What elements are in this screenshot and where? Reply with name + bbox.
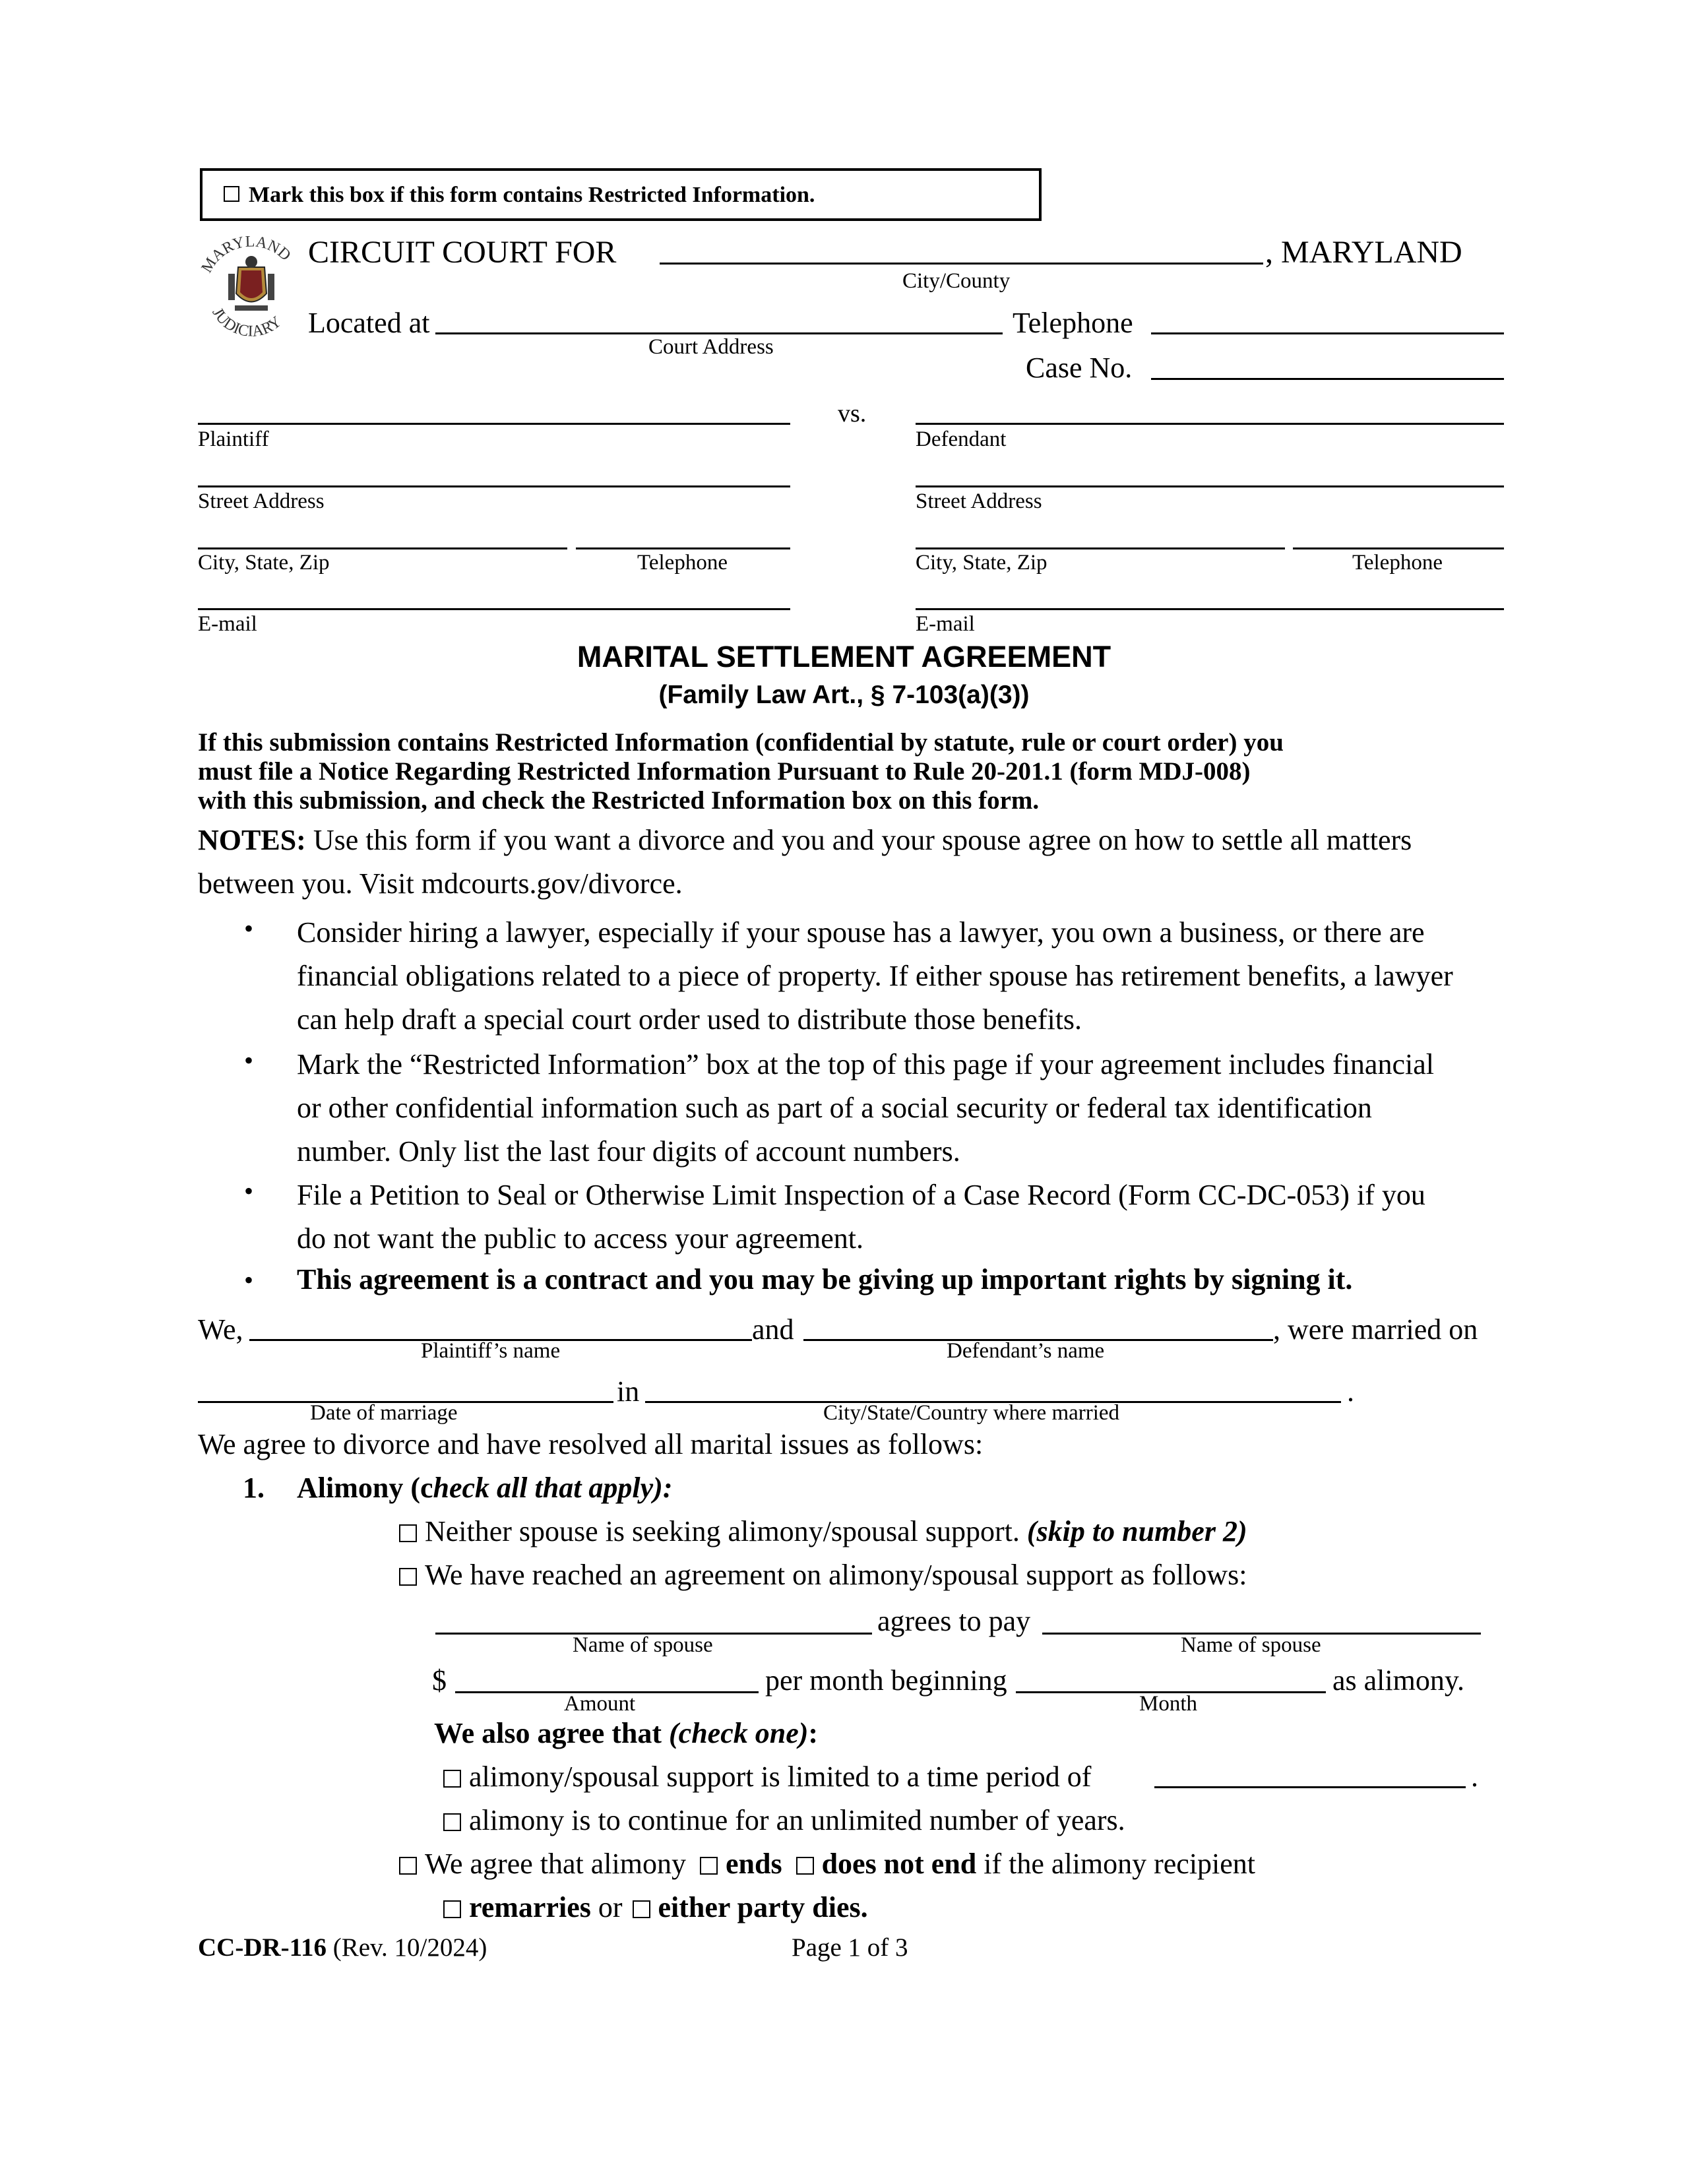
per-month-label: per month beginning [765,1664,1007,1697]
notes-bullet-3 [297,1173,1425,1261]
notes-text: Use this form if you want a divorce and you and your spouse agree on how to settle all matters [313,824,1412,856]
notes-bold-bullet: This agreement is a contract and you may be giving up important rights by signing it. [297,1263,1353,1295]
month-caption: Month [1139,1692,1198,1716]
alimony-ends-line [399,1847,1255,1881]
plaintiff-caption: Plaintiff [198,427,269,451]
defendant-street-caption: Street Address [916,489,1042,513]
restricted-notice [198,728,1284,815]
alimony-none-label: Neither spouse is seeking alimony/spousal support. [425,1515,1020,1547]
restricted-info-box [200,168,1042,221]
time-period-field[interactable] [1154,1786,1466,1788]
bullet-icon: • [244,1265,254,1295]
alimony-limited-checkbox[interactable] [443,1770,461,1788]
ends-checkbox[interactable] [700,1857,718,1875]
bullet-icon: • [244,914,254,943]
alimony-heading-text: Alimony ( [297,1472,420,1504]
bullet-line: or other confidential information such as part of a social security or federal tax identification [297,1092,1372,1124]
plaintiff-city-caption: City, State, Zip [198,551,330,575]
defendant-email-caption: E-mail [916,612,975,636]
alimony-limited-label: alimony/spousal support is limited to a time period of [469,1761,1092,1793]
bullet-line: financial obligations related to a piece of property. If either spouse has retirement benefits, a lawyer [297,960,1453,992]
alimony-ends-clause-checkbox[interactable] [399,1857,417,1875]
defendant-city-field[interactable] [916,547,1285,549]
court-address-caption: Court Address [648,335,774,359]
check-one-note: (check one) [669,1717,809,1749]
notes-bullet-1 [297,911,1453,1042]
city-county-caption: City/County [902,269,1011,293]
plaintiff-field[interactable] [198,423,790,425]
alimony-heading-italic: heck all that apply): [433,1472,673,1504]
seal-bottom-text: JUDICIARY [208,305,285,340]
footer-form-code [198,1933,487,1962]
alimony-heading [297,1471,673,1505]
alimony-number: 1. [243,1472,265,1504]
if-recipient-label: if the alimony recipient [984,1848,1256,1880]
court-suffix: , MARYLAND [1265,235,1462,270]
case-no-field[interactable] [1151,378,1504,380]
period: . [1471,1761,1478,1793]
agree-statement: We agree to divorce and have resolved all marital issues as follows: [198,1428,984,1460]
either-party-dies-label: either party dies. [658,1891,868,1923]
as-alimony-label: as alimony. [1332,1664,1464,1697]
we-label: We, [198,1313,243,1346]
defendant-city-caption: City, State, Zip [916,551,1047,575]
bullet-line: do not want the public to access your agreement. [297,1222,863,1255]
city-county-field[interactable] [660,263,1263,265]
agrees-to-pay-label: agrees to pay [877,1605,1031,1637]
bullet-line: File a Petition to Seal or Otherwise Limit Inspection of a Case Record (Form CC-DC-053) if you [297,1179,1425,1211]
case-no-label: Case No. [1026,352,1133,384]
payer-spouse-caption: Name of spouse [573,1633,713,1657]
court-prefix: CIRCUIT COURT FOR [308,235,617,270]
either-party-dies-checkbox[interactable] [633,1900,650,1918]
also-agree-line [434,1716,818,1750]
alimony-unlimited-label: alimony is to continue for an unlimited number of years. [469,1804,1125,1836]
notes-line-1 [198,823,1412,857]
vs-label: vs. [838,400,867,427]
dollar-sign: $ [432,1664,447,1697]
alimony-agreement-checkbox[interactable] [399,1568,417,1586]
payee-spouse-caption: Name of spouse [1181,1633,1321,1657]
restricted-notice-line: must file a Notice Regarding Restricted Information Pursuant to Rule 20-201.1 (form MDJ-008) [198,757,1251,786]
bullet-icon: • [244,1176,254,1206]
skip-note: (skip to number 2) [1026,1515,1247,1547]
remarries-label: remarries [469,1891,591,1923]
amount-caption: Amount [564,1692,636,1716]
date-of-marriage-caption: Date of marriage [310,1401,458,1425]
seal-icon [195,228,307,353]
page-subtitle: (Family Law Art., § 7-103(a)(3)) [658,681,1030,709]
plaintiffs-name-caption: Plaintiff’s name [421,1339,561,1363]
court-address-field[interactable] [435,332,1003,334]
plaintiff-telephone-caption: Telephone [637,551,728,575]
alimony-heading-c: c [420,1472,433,1504]
alimony-unlimited-checkbox[interactable] [443,1813,461,1831]
bullet-line: can help draft a special court order used to distribute those benefits. [297,1003,1082,1036]
agree-that-label: We agree that alimony [425,1848,686,1880]
form-code: CC-DR-116 [198,1933,327,1962]
restricted-notice-line: If this submission contains Restricted Information (confidential by statute, rule or court order) you [198,728,1284,757]
alimony-ends-conditions [443,1890,868,1924]
or-label: or [598,1891,623,1923]
alimony-unlimited-option [443,1803,1125,1837]
married-on-label: , were married on [1273,1313,1478,1346]
plaintiff-street-field[interactable] [198,485,790,487]
located-at-label: Located at [308,307,430,339]
defendant-field[interactable] [916,423,1504,425]
bullet-line: number. Only list the last four digits of account numbers. [297,1135,960,1168]
bullet-line: Consider hiring a lawyer, especially if your spouse has a lawyer, you own a business, or there are [297,916,1425,949]
plaintiff-email-field[interactable] [198,608,790,610]
does-not-end-checkbox[interactable] [796,1857,814,1875]
court-title [308,234,616,270]
plaintiff-telephone-field[interactable] [576,547,790,549]
ends-label: ends [725,1848,782,1880]
defendant-telephone-field[interactable] [1293,547,1504,549]
alimony-option-agreement [399,1558,1247,1592]
colon: : [808,1717,819,1749]
alimony-none-checkbox[interactable] [399,1524,417,1542]
restricted-notice-line: with this submission, and check the Restricted Information box on this form. [198,786,1040,815]
notes-label: NOTES: [198,824,306,856]
where-married-caption: City/State/Country where married [823,1401,1120,1425]
defendants-name-caption: Defendant’s name [947,1339,1105,1363]
and-label: and [752,1313,794,1346]
telephone-label: Telephone [1013,307,1133,339]
notes-line-2: between you. Visit mdcourts.gov/divorce. [198,867,683,900]
plaintiff-city-field[interactable] [198,547,567,549]
in-label: in [617,1375,640,1408]
maryland-judiciary-seal [195,228,307,353]
also-agree-label: We also agree that [434,1717,662,1749]
seal-top-text: MARYLAND [198,233,294,276]
remarries-checkbox[interactable] [443,1900,461,1918]
bullet-line: Mark the “Restricted Information” box at the top of this page if your agreement includes financial [297,1048,1434,1080]
alimony-agreement-label: We have reached an agreement on alimony/spousal support as follows: [425,1559,1247,1591]
page-number: Page 1 of 3 [792,1933,908,1962]
period: . [1347,1375,1354,1408]
plaintiff-street-caption: Street Address [198,489,325,513]
defendant-caption: Defendant [916,427,1007,451]
does-not-end-label: does not end [821,1848,977,1880]
plaintiff-email-caption: E-mail [198,612,257,636]
defendant-email-field[interactable] [916,608,1504,610]
court-telephone-field[interactable] [1151,332,1504,334]
notes-bullet-2 [297,1043,1434,1173]
bullet-icon: • [244,1045,254,1075]
defendant-street-field[interactable] [916,485,1504,487]
page-title: MARITAL SETTLEMENT AGREEMENT [577,640,1111,673]
alimony-limited-option [443,1760,1091,1794]
restricted-info-label: Mark this box if this form contains Restricted Information. [249,183,815,207]
alimony-option-none [399,1514,1247,1548]
defendant-telephone-caption: Telephone [1352,551,1443,575]
restricted-info-checkbox[interactable] [224,186,239,202]
form-revision: (Rev. 10/2024) [332,1933,487,1962]
